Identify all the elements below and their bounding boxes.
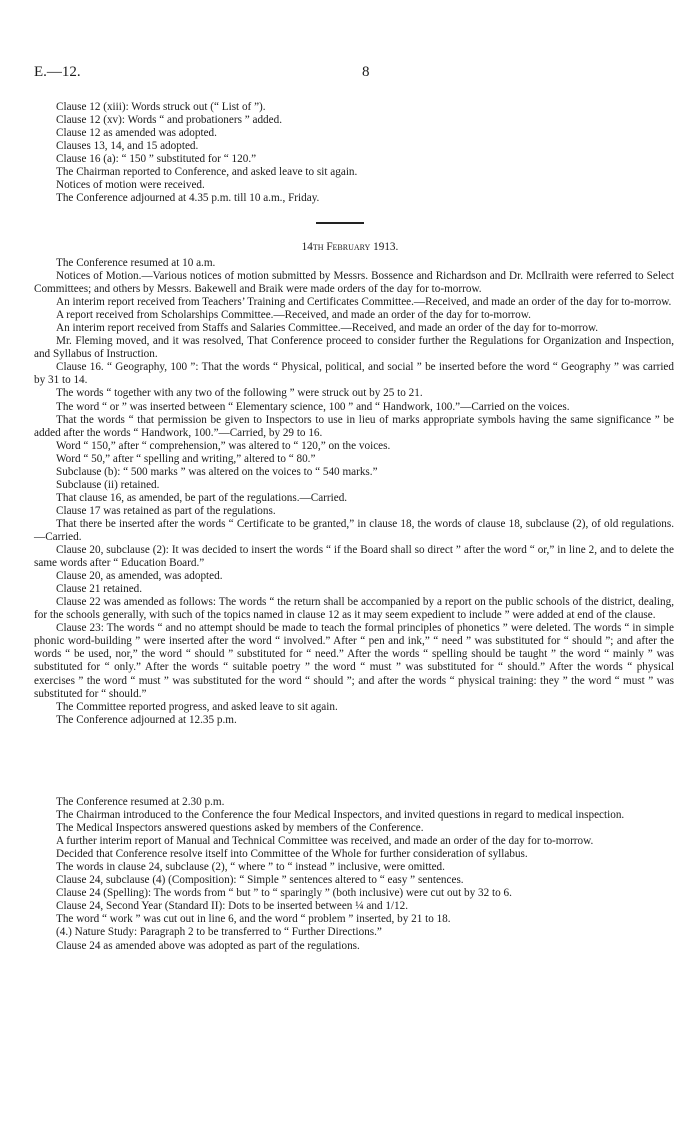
- page-header: [34, 64, 666, 84]
- paragraph: Clause 24 as amended above was adopted as part of the regulations.: [56, 939, 360, 952]
- paragraph: Decided that Conference resolve itself into Committee of the Whole for further consideration of syllabus.: [56, 848, 528, 861]
- paragraph: Clause 23: The words “ and no attempt should be made to teach the formal principles of phonetics ” were deleted. The words “ in simple phonic word-building ” were inserted after the word “ involved.” After “ pen and ink,” “ need ” was substituted for “ should ”; and after the words “ be used, nor,” the word “ should ” substituted for “ need.” After the words “ spelling should be taught ” the word “ mainly ” was substituted for “ only.” After the words “ suitable poetry ” the word “ must ” was substituted for “ should.” After the words “ physical exercises ” the word “ must ” was substituted for the word “ should ”; and after the words “ physical training: they ” the word “ must ” was substituted for “ should.”: [34, 622, 674, 700]
- paragraph: Clause 12 (xiii): Words struck out (“ List of ”).: [56, 101, 266, 113]
- paragraph: Notices of motion were received.: [56, 179, 205, 192]
- paragraph: Clause 16. “ Geography, 100 ”: That the words “ Physical, political, and social ” be inserted before the word “ Geography ” was carried by 31 to 14.: [34, 361, 674, 387]
- paragraph: A report received from Scholarships Committee.—Received, and made an order of the day for to-morrow.: [56, 309, 531, 322]
- page-number: 8: [362, 64, 370, 80]
- paragraph: Clause 24 (Spelling): The words from “ but ” to “ sparingly ” (both inclusive) were cut out by 32 to 6.: [56, 887, 512, 900]
- paragraph: The Conference resumed at 2.30 p.m.: [56, 796, 225, 808]
- date-heading: [0, 241, 700, 253]
- paragraph: Clause 20, as amended, was adopted.: [56, 570, 223, 583]
- paragraph: Clause 24, subclause (4) (Composition): “ Simple ” sentences altered to “ easy ” sentences.: [56, 874, 464, 887]
- paragraph: Clause 12 (xv): Words “ and probationers ” added.: [56, 114, 282, 127]
- paragraph: Clause 20, subclause (2): It was decided to insert the words “ if the Board shall so direct ” after the word “ or,” in line 2, and to delete the same words after “ Education Board.”: [34, 544, 674, 570]
- paragraph: Clause 22 was amended as follows: The words “ the return shall be accompanied by a report on the public schools of the district, dealing, for the schools generally, with such of the topics named in clause 12 as it may seem expedient to include ” were added at end of the clause.: [34, 596, 674, 622]
- paragraph: That there be inserted after the words “ Certificate to be granted,” in clause 18, the words of clause 18, subclause (2), of old regulations.—Carried.: [34, 517, 674, 543]
- paragraph: That clause 16, as amended, be part of the regulations.—Carried.: [56, 491, 348, 504]
- section-committee-minutes-1: [34, 101, 674, 205]
- section-divider: [316, 222, 364, 224]
- paragraph: Subclause (ii) retained.: [56, 478, 160, 491]
- paragraph: Clause 12 as amended was adopted.: [56, 127, 217, 140]
- paragraph: Clause 21 retained.: [56, 583, 143, 596]
- paragraph: Word “ 150,” after “ comprehension,” was altered to “ 120,” on the voices.: [56, 439, 391, 452]
- paragraph: Subclause (b): “ 500 marks ” was altered on the voices to “ 540 marks.”: [56, 465, 378, 478]
- date-year: 1913.: [373, 241, 399, 253]
- paragraph: That the words “ that permission be given to Inspectors to use in lieu of marks appropriate symbols having the same significance ” be added after the words “ Handwork, 100.”—Carried, by 29 to 16.: [34, 413, 674, 439]
- paragraph: The Chairman reported to Conference, and asked leave to sit again.: [56, 166, 358, 179]
- paragraph: The Conference resumed at 10 a.m.: [56, 257, 216, 269]
- paragraph: The Chairman introduced to the Conference the four Medical Inspectors, and invited questions in regard to medical inspection.: [56, 809, 625, 822]
- paragraph: Clauses 13, 14, and 15 adopted.: [56, 140, 199, 153]
- paragraph: The words “ together with any two of the following ” were struck out by 25 to 21.: [56, 387, 423, 400]
- paragraph: An interim report received from Staffs and Salaries Committee.—Received, and made an order of the day for to-morrow.: [56, 322, 599, 335]
- paragraph: The Medical Inspectors answered questions asked by members of the Conference.: [56, 822, 424, 835]
- paragraph: Clause 16 (a): “ 150 ” substituted for “ 120.”: [56, 153, 257, 166]
- paragraph: A further interim report of Manual and Technical Committee was received, and made an order of the day for to-morrow.: [56, 835, 594, 848]
- paragraph: Notices of Motion.—Various notices of motion submitted by Messrs. Bossence and Richardson and Dr. McIlraith were referred to Select Committees; and others by Messrs. Bakewell and Braik were made orders of the day for to-morrow.: [34, 270, 674, 296]
- paragraph: The words in clause 24, subclause (2), “ where ” to “ instead ” inclusive, were omitted.: [56, 861, 445, 874]
- paragraph: The word “ or ” was inserted between “ Elementary science, 100 ” and “ Handwork, 100.”—Carried on the voices.: [56, 400, 570, 413]
- paragraph: The Conference adjourned at 4.35 p.m. till 10 a.m., Friday.: [56, 192, 320, 205]
- paragraph: The Committee reported progress, and asked leave to sit again.: [56, 700, 338, 713]
- paragraph: An interim report received from Teachers’ Training and Certificates Committee.—Received, and made an order of the day for to-morrow.: [56, 296, 672, 309]
- section-morning-session: [34, 257, 674, 727]
- paragraph: Clause 24, Second Year (Standard II): Dots to be inserted between ¼ and 1/12.: [56, 900, 409, 913]
- date-day: 14th: [301, 241, 324, 253]
- paragraph: Mr. Fleming moved, and it was resolved, That Conference proceed to consider further the Regulations for Organization and Inspection, and Syllabus of Instruction.: [34, 335, 674, 361]
- date-month: February: [326, 241, 371, 253]
- paragraph: (4.) Nature Study: Paragraph 2 to be transferred to “ Further Directions.”: [56, 926, 382, 939]
- paragraph: The word “ work ” was cut out in line 6, and the word “ problem ” inserted, by 21 to 18.: [56, 913, 451, 926]
- paragraph: Word “ 50,” after “ spelling and writing,” altered to “ 80.”: [56, 452, 316, 465]
- section-afternoon-session: [34, 796, 674, 953]
- document-reference: E.—12.: [34, 64, 81, 80]
- paragraph: The Conference adjourned at 12.35 p.m.: [56, 713, 237, 726]
- paragraph: Clause 17 was retained as part of the regulations.: [56, 504, 276, 517]
